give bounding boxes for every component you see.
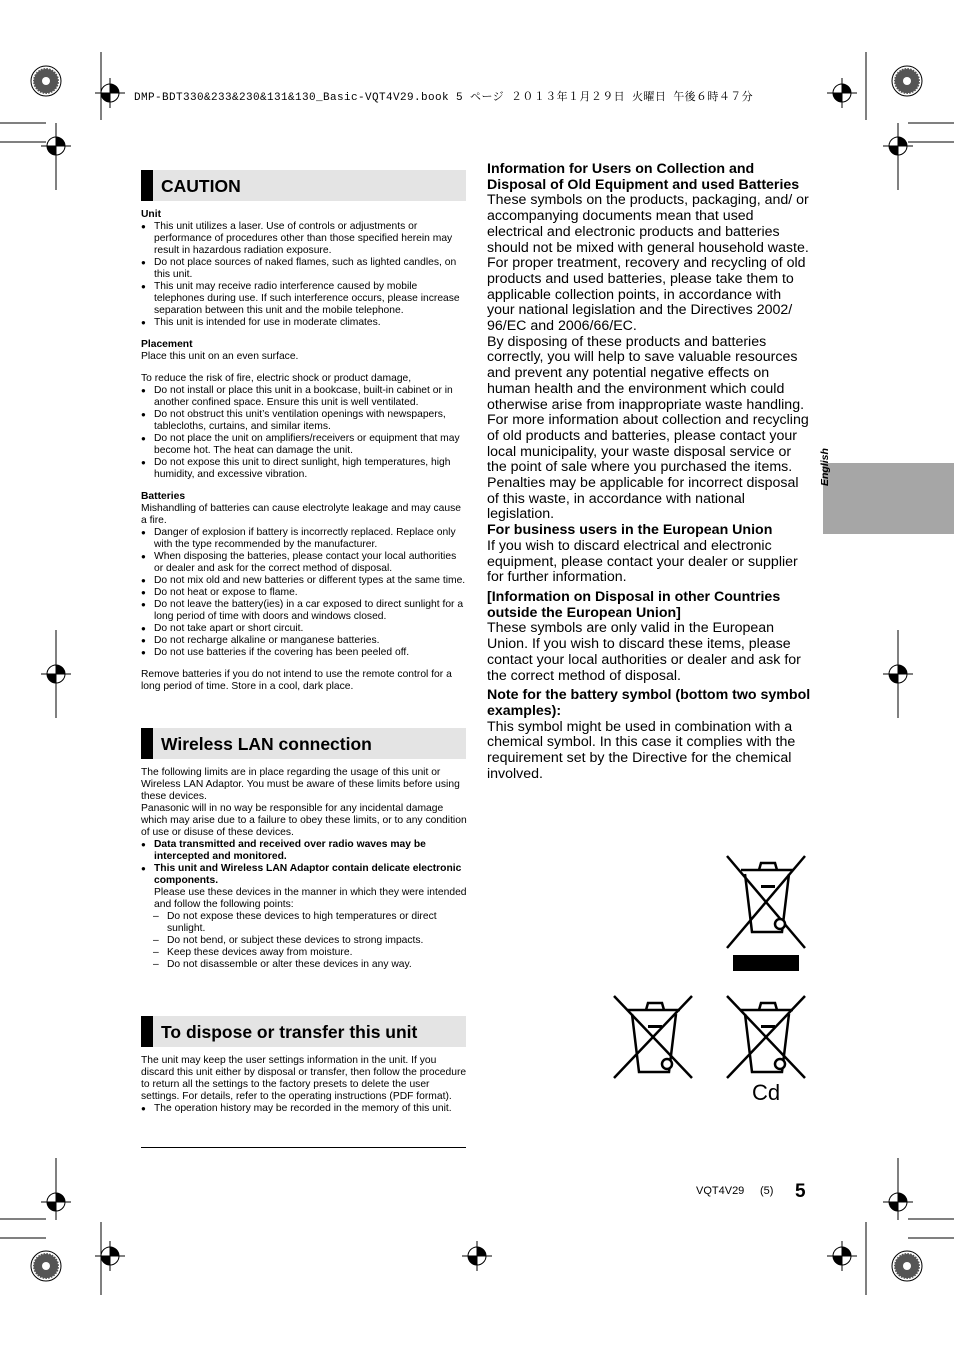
- caution-title: CAUTION: [161, 176, 241, 196]
- cadmium-symbol: Cd: [752, 1080, 781, 1105]
- unit-item: ● This unit utilizes a laser. Use of controls or adjustments or performance of procedures other than those specified herein may result in hazardous radiation exposure.: [141, 221, 468, 257]
- file-header-line: DMP-BDT330&233&230&131&130_Basic-VQT4V29.book 5 ページ ２０１３年１月２９日 火曜日 午後６時４７分: [134, 92, 754, 104]
- info-para: Penalties may be applicable for incorrect disposal of this waste, in accordance with national legislation.: [487, 475, 799, 523]
- remove-batteries-text: Remove batteries if you do not intend to use the remote control for a long period of time. Store in a cool, dark place.: [141, 669, 452, 692]
- wlan-dash-item: – Keep these devices away from moisture.: [141, 947, 468, 959]
- disposal-info: [487, 162, 812, 782]
- info-para: These symbols are only valid in the European Union. If you wish to discard these items, please contact your local authorities or dealer and ask for the correct method of disposal.: [487, 620, 801, 684]
- dispose-body: [141, 1055, 468, 1115]
- crossed-bin-battery-icon: [612, 994, 696, 1084]
- wlan-dash-item: – Do not disassemble or alter these devices in any way.: [141, 959, 468, 971]
- business-heading: For business users in the European Union: [487, 522, 773, 539]
- language-tab: [823, 463, 954, 534]
- wlan-para: Panasonic will in no way be responsible for any incidental damage which may arise due to a failure to obey these limits, or to any condition of use or disuse of these devices.: [141, 803, 467, 838]
- battery-item: ● Do not heat or expose to flame.: [141, 587, 468, 599]
- battery-item: ● Do not use batteries if the covering has been peeled off.: [141, 647, 468, 659]
- wlan-para: The following limits are in place regarding the usage of this unit or Wireless LAN Adaptor. You must be aware of these limits before using these devices.: [141, 767, 460, 802]
- language-label: English: [819, 448, 831, 486]
- info-para: For more information about collection and recycling of old products and batteries, please contact your local municipality, your waste disposal service or the point of sale where you purchased the items.: [487, 412, 809, 476]
- placement-heading: Placement: [141, 339, 193, 350]
- wlan-dash-item: – Do not bend, or subject these devices to strong impacts.: [141, 935, 468, 947]
- wlan-bold-item: ● This unit and Wireless LAN Adaptor contain delicate electronic components.: [141, 863, 468, 887]
- caution-heading: [141, 170, 466, 201]
- unit-item: ● Do not place sources of naked flames, such as lighted candles, on this unit.: [141, 257, 468, 281]
- batteries-heading: Batteries: [141, 491, 186, 502]
- info-heading: Information for Users on Collection and Disposal of Old Equipment and used Batteries: [487, 161, 800, 193]
- fire-item: ● Do not install or place this unit in a bookcase, built-in cabinet or in another confined space. Ensure this unit is well ventilated.: [141, 385, 468, 409]
- battery-item: ● Do not take apart or short circuit.: [141, 623, 468, 635]
- dispose-para: The unit may keep the user settings information in the unit. If you discard this unit either by disposal or transfer, then follow the procedure to return all the settings to the factory presets to delete the user settings. For details, refer to the operating instructions (PDF format).: [141, 1055, 467, 1102]
- doc-code: VQT4V29: [696, 1185, 745, 1197]
- battery-item: ● When disposing the batteries, please contact your local authorities or dealer and ask for the correct method of disposal.: [141, 551, 468, 575]
- wlan-title: Wireless LAN connection: [161, 734, 372, 754]
- page-number: 5: [795, 1181, 806, 1202]
- info-para: These symbols on the products, packaging, and/ or accompanying documents mean that used electrical and electronic products and batteries should not be mixed with general household waste.: [487, 192, 809, 256]
- fire-item: ● Do not expose this unit to direct sunlight, high temperatures, high humidity, and excessive vibration.: [141, 457, 468, 481]
- fire-item: ● Do not place the unit on amplifiers/receivers or equipment that may become hot. The heat can damage the unit.: [141, 433, 468, 457]
- info-para: If you wish to discard electrical and electronic equipment, please contact your dealer or supplier for further information.: [487, 537, 798, 586]
- section-end-rule: [141, 1147, 466, 1148]
- fire-intro: To reduce the risk of fire, electric shock or product damage,: [141, 373, 412, 384]
- wlan-please: Please use these devices in the manner in which they were intended and follow the following points:: [154, 887, 467, 910]
- dispose-item: ● The operation history may be recorded in the memory of this unit.: [141, 1103, 468, 1115]
- unit-heading: Unit: [141, 209, 162, 220]
- batteries-intro: Mishandling of batteries can cause electrolyte leakage and may cause a fire.: [141, 503, 461, 526]
- wlan-body: [141, 767, 468, 971]
- battery-symbol-heading: Note for the battery symbol (bottom two symbol examples):: [487, 687, 811, 719]
- wlan-heading: [141, 728, 466, 759]
- info-para: For proper treatment, recovery and recycling of old products and used batteries, please take them to applicable collection points, in accordance with your national legislation and the Directives 2002/ 96/EC and 2006/66/EC.: [487, 255, 806, 335]
- battery-item: ● Do not leave the battery(ies) in a car exposed to direct sunlight for a long period of time with doors and windows closed.: [141, 599, 468, 623]
- fire-item: ● Do not obstruct this unit’s ventilation openings with newspapers, tablecloths, curtains, and similar items.: [141, 409, 468, 433]
- wlan-dash-item: – Do not expose these devices to high temperatures or direct sunlight.: [141, 911, 468, 935]
- placement-text: Place this unit on an even surface.: [141, 351, 299, 362]
- battery-item: ● Do not mix old and new batteries or different types at the same time.: [141, 575, 468, 587]
- info-para: This symbol might be used in combination with a chemical symbol. In this case it complies with the requirement set by the Directive for the chemical involved.: [487, 718, 796, 782]
- battery-item: ● Danger of explosion if battery is incorrectly replaced. Replace only with the type recommended by the manufacturer.: [141, 527, 468, 551]
- unit-item: ● This unit is intended for use in moderate climates.: [141, 317, 468, 329]
- other-countries-heading: [Information on Disposal in other Countries outside the European Union]: [487, 588, 781, 621]
- crossed-bin-cd-icon: [725, 994, 809, 1084]
- wlan-bold-item: ● Data transmitted and received over radio waves may be intercepted and monitored.: [141, 839, 468, 863]
- caution-body: [141, 209, 468, 693]
- unit-item: ● This unit may receive radio interference caused by mobile telephones during use. If such interference occurs, please increase separation between this unit and the mobile telephone.: [141, 281, 468, 317]
- doc-page-sub: (5): [760, 1185, 774, 1197]
- dispose-title: To dispose or transfer this unit: [161, 1022, 418, 1042]
- dispose-heading: [141, 1016, 466, 1047]
- crossed-bin-icon: [725, 852, 809, 976]
- info-para: By disposing of these products and batteries correctly, you will help to save valuable resources and prevent any potential negative effects on human health and the environment which could otherwise arise from inappropriate waste handling.: [487, 333, 805, 413]
- battery-item: ● Do not recharge alkaline or manganese batteries.: [141, 635, 468, 647]
